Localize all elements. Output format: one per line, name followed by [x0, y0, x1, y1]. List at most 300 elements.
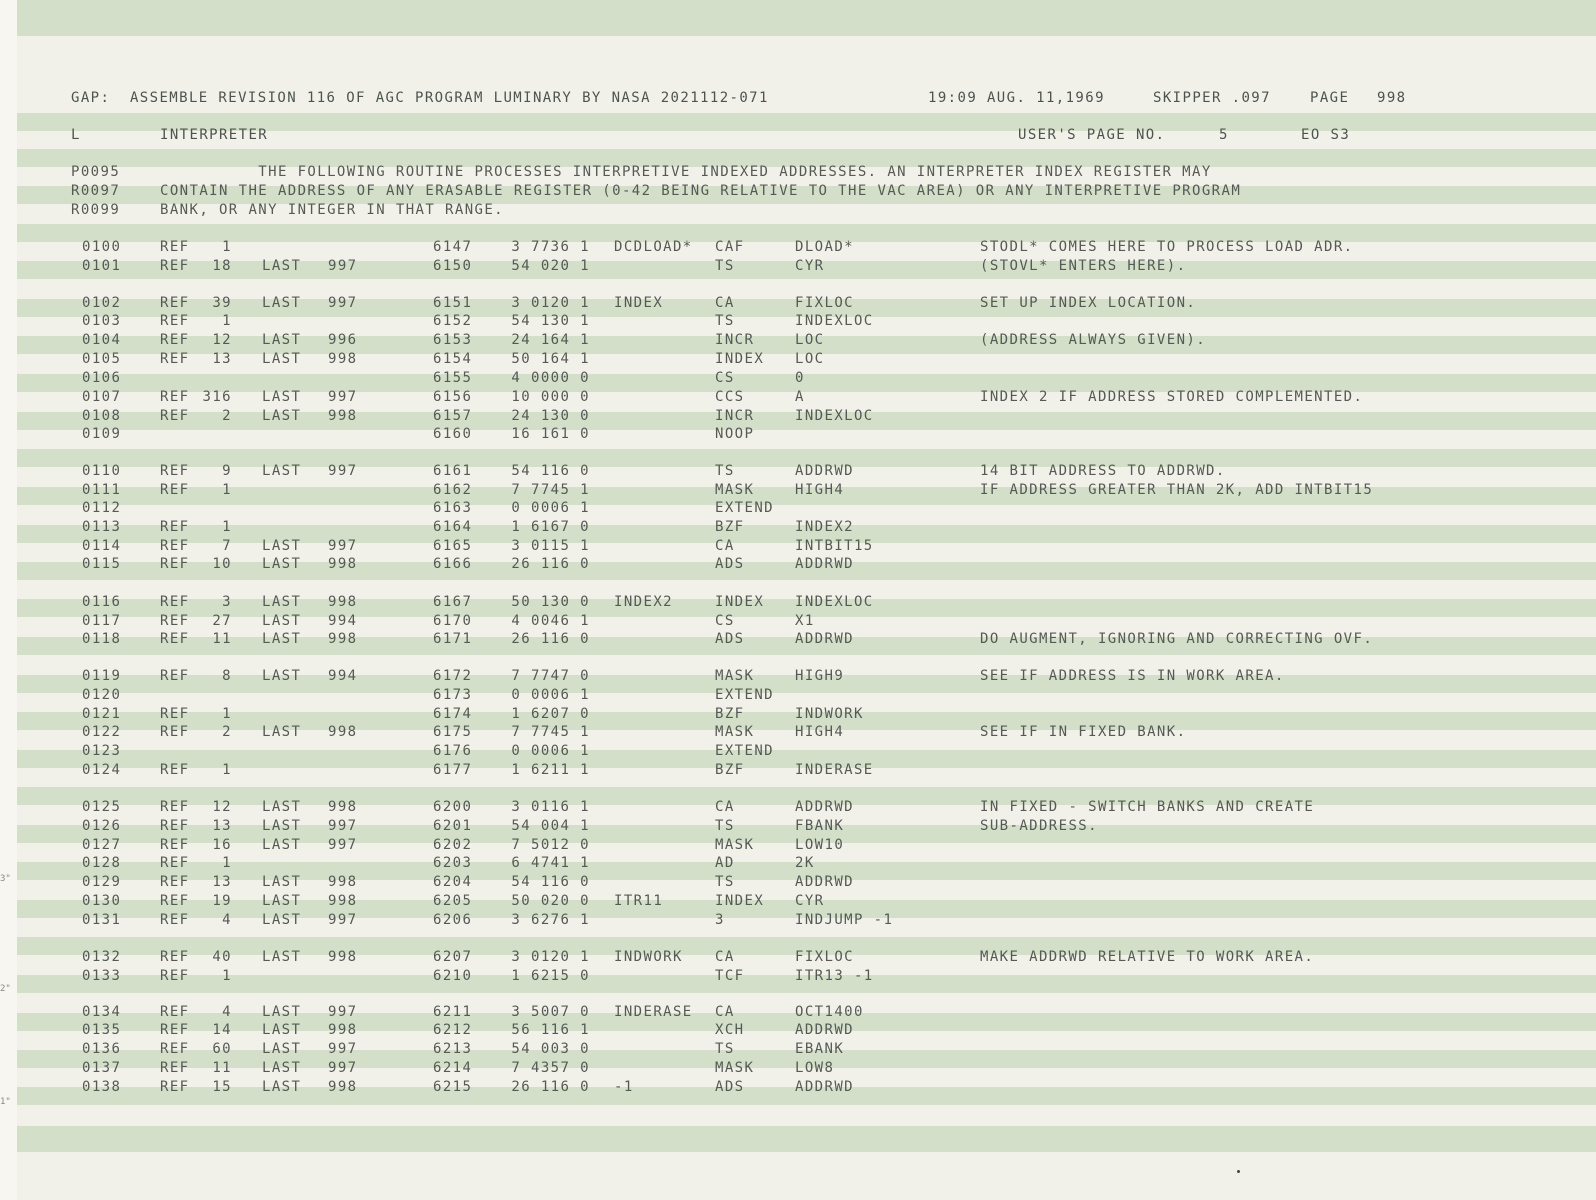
ref-count: 3 [222, 594, 232, 610]
ref-count: 13 [212, 351, 232, 367]
opcode: MASK [715, 837, 755, 853]
octal-word: 1 6215 0 [511, 968, 590, 984]
operand: HIGH9 [795, 668, 845, 684]
octal-word: 54 020 1 [511, 258, 590, 274]
operand: 0 [795, 370, 805, 386]
ref-count: 1 [222, 519, 232, 535]
line-number: 0129 [82, 874, 122, 890]
last-marker: LAST [262, 837, 302, 853]
ref-marker: REF [160, 482, 190, 498]
last-page: 997 [328, 1041, 358, 1057]
octal-word: 0 0006 1 [511, 743, 590, 759]
header-skipper: SKIPPER .097 [1153, 90, 1271, 106]
address: 6175 [433, 724, 473, 740]
line-number: 0128 [82, 855, 122, 871]
line-number: 0107 [82, 389, 122, 405]
ref-marker: REF [160, 538, 190, 554]
comment: (ADDRESS ALWAYS GIVEN). [980, 332, 1207, 348]
opcode: EXTEND [715, 743, 774, 759]
comment: INDEX 2 IF ADDRESS STORED COMPLEMENTED. [980, 389, 1364, 405]
line-number: 0125 [82, 799, 122, 815]
octal-word: 56 116 1 [511, 1022, 590, 1038]
address: 6207 [433, 949, 473, 965]
ref-marker: REF [160, 1079, 190, 1095]
address: 6172 [433, 668, 473, 684]
comment: DO AUGMENT, IGNORING AND CORRECTING OVF. [980, 631, 1374, 647]
address: 6166 [433, 556, 473, 572]
address: 6214 [433, 1060, 473, 1076]
address: 6147 [433, 239, 473, 255]
octal-word: 7 5012 0 [511, 837, 590, 853]
comment: SET UP INDEX LOCATION. [980, 295, 1197, 311]
line-number: 0138 [82, 1079, 122, 1095]
remark-number: P0095 [71, 164, 121, 180]
octal-word: 7 7747 0 [511, 668, 590, 684]
address: 6210 [433, 968, 473, 984]
ref-marker: REF [160, 258, 190, 274]
opcode: MASK [715, 1060, 755, 1076]
ref-count: 1 [222, 239, 232, 255]
line-number: 0115 [82, 556, 122, 572]
operand: INDEXLOC [795, 594, 874, 610]
last-page: 998 [328, 594, 358, 610]
last-marker: LAST [262, 668, 302, 684]
opcode: TS [715, 818, 735, 834]
line-number: 0120 [82, 687, 122, 703]
line-number: 0136 [82, 1041, 122, 1057]
line-number: 0112 [82, 500, 122, 516]
octal-word: 3 0116 1 [511, 799, 590, 815]
ref-count: 8 [222, 668, 232, 684]
octal-word: 1 6207 0 [511, 706, 590, 722]
last-page: 998 [328, 893, 358, 909]
opcode: CA [715, 538, 735, 554]
ref-marker: REF [160, 594, 190, 610]
line-number: 0100 [82, 239, 122, 255]
octal-word: 24 130 0 [511, 408, 590, 424]
address: 6203 [433, 855, 473, 871]
ref-marker: REF [160, 1041, 190, 1057]
operand: CYR [795, 258, 825, 274]
line-number: 0117 [82, 613, 122, 629]
ref-count: 19 [212, 893, 232, 909]
remark-number: R0097 [71, 183, 121, 199]
address: 6155 [433, 370, 473, 386]
header-assembly-title: GAP: ASSEMBLE REVISION 116 OF AGC PROGRAM LUMINARY BY NASA 2021112-071 [71, 90, 769, 106]
operand: LOC [795, 332, 825, 348]
ref-marker: REF [160, 855, 190, 871]
ref-marker: REF [160, 408, 190, 424]
last-page: 997 [328, 1060, 358, 1076]
address: 6154 [433, 351, 473, 367]
last-page: 997 [328, 837, 358, 853]
operand: HIGH4 [795, 482, 845, 498]
ref-count: 1 [222, 762, 232, 778]
operand: FBANK [795, 818, 845, 834]
ref-count: 4 [222, 912, 232, 928]
opcode: BZF [715, 519, 745, 535]
line-number: 0127 [82, 837, 122, 853]
address: 6176 [433, 743, 473, 759]
operand: INTBIT15 [795, 538, 874, 554]
octal-word: 24 164 1 [511, 332, 590, 348]
ref-marker: REF [160, 463, 190, 479]
octal-word: 26 116 0 [511, 631, 590, 647]
address: 6152 [433, 313, 473, 329]
ref-marker: REF [160, 724, 190, 740]
address: 6212 [433, 1022, 473, 1038]
octal-word: 54 003 0 [511, 1041, 590, 1057]
comment: 14 BIT ADDRESS TO ADDRWD. [980, 463, 1226, 479]
last-marker: LAST [262, 538, 302, 554]
octal-word: 1 6167 0 [511, 519, 590, 535]
line-number: 0130 [82, 893, 122, 909]
header-page-number: 998 [1377, 90, 1407, 106]
last-page: 998 [328, 1079, 358, 1095]
ref-marker: REF [160, 893, 190, 909]
operand: ADDRWD [795, 631, 854, 647]
last-marker: LAST [262, 1004, 302, 1020]
address: 6151 [433, 295, 473, 311]
greenbar-band [17, 1126, 1596, 1152]
comment: IN FIXED - SWITCH BANKS AND CREATE [980, 799, 1315, 815]
opcode: XCH [715, 1022, 745, 1038]
operand: ITR13 -1 [795, 968, 874, 984]
line-number: 0102 [82, 295, 122, 311]
last-page: 998 [328, 351, 358, 367]
remark-number: R0099 [71, 202, 121, 218]
octal-word: 7 7745 1 [511, 724, 590, 740]
opcode: CA [715, 295, 735, 311]
opcode: BZF [715, 706, 745, 722]
section-code: L [71, 127, 81, 143]
operand: ADDRWD [795, 1022, 854, 1038]
line-number: 0106 [82, 370, 122, 386]
last-page: 997 [328, 295, 358, 311]
last-marker: LAST [262, 408, 302, 424]
line-number: 0132 [82, 949, 122, 965]
ref-count: 27 [212, 613, 232, 629]
ref-count: 1 [222, 968, 232, 984]
remark-text: BANK, OR ANY INTEGER IN THAT RANGE. [160, 202, 505, 218]
address: 6164 [433, 519, 473, 535]
last-marker: LAST [262, 1041, 302, 1057]
ref-count: 10 [212, 556, 232, 572]
address: 6153 [433, 332, 473, 348]
opcode: INCR [715, 408, 755, 424]
operand: FIXLOC [795, 949, 854, 965]
ref-marker: REF [160, 295, 190, 311]
line-number: 0101 [82, 258, 122, 274]
line-number: 0137 [82, 1060, 122, 1076]
ref-count: 16 [212, 837, 232, 853]
operand: ADDRWD [795, 556, 854, 572]
last-marker: LAST [262, 874, 302, 890]
operand: CYR [795, 893, 825, 909]
comment: IF ADDRESS GREATER THAN 2K, ADD INTBIT15 [980, 482, 1374, 498]
operand: A [795, 389, 805, 405]
ref-count: 40 [212, 949, 232, 965]
label: INDEX2 [614, 594, 673, 610]
operand: ADDRWD [795, 874, 854, 890]
octal-word: 26 116 0 [511, 556, 590, 572]
ref-count: 1 [222, 855, 232, 871]
ref-count: 7 [222, 538, 232, 554]
last-marker: LAST [262, 818, 302, 834]
ref-marker: REF [160, 351, 190, 367]
octal-word: 54 004 1 [511, 818, 590, 834]
margin-mark-1: 1" [0, 1097, 11, 1107]
last-marker: LAST [262, 389, 302, 405]
line-number: 0116 [82, 594, 122, 610]
opcode: CA [715, 799, 735, 815]
opcode: INDEX [715, 594, 765, 610]
last-marker: LAST [262, 1060, 302, 1076]
octal-word: 54 130 1 [511, 313, 590, 329]
operand: OCT1400 [795, 1004, 864, 1020]
section-title: INTERPRETER [160, 127, 269, 143]
last-page: 994 [328, 668, 358, 684]
ref-count: 11 [212, 631, 232, 647]
label: DCDLOAD* [614, 239, 693, 255]
ref-marker: REF [160, 332, 190, 348]
opcode: CAF [715, 239, 745, 255]
opcode: ADS [715, 556, 745, 572]
opcode: MASK [715, 482, 755, 498]
octal-word: 16 161 0 [511, 426, 590, 442]
operand: INDWORK [795, 706, 864, 722]
last-page: 998 [328, 724, 358, 740]
ref-count: 316 [202, 389, 232, 405]
octal-word: 7 4357 0 [511, 1060, 590, 1076]
line-number: 0123 [82, 743, 122, 759]
ref-marker: REF [160, 949, 190, 965]
users-page-number: 5 [1219, 127, 1229, 143]
ref-marker: REF [160, 613, 190, 629]
ref-marker: REF [160, 912, 190, 928]
last-page: 994 [328, 613, 358, 629]
opcode: NOOP [715, 426, 755, 442]
label: ITR11 [614, 893, 664, 909]
address: 6204 [433, 874, 473, 890]
ref-count: 1 [222, 482, 232, 498]
last-page: 997 [328, 912, 358, 928]
octal-word: 3 0120 1 [511, 295, 590, 311]
operand: INDEXLOC [795, 313, 874, 329]
ref-count: 15 [212, 1079, 232, 1095]
address: 6202 [433, 837, 473, 853]
address: 6177 [433, 762, 473, 778]
opcode: ADS [715, 631, 745, 647]
ref-marker: REF [160, 313, 190, 329]
octal-word: 54 116 0 [511, 874, 590, 890]
operand: INDERASE [795, 762, 874, 778]
last-marker: LAST [262, 893, 302, 909]
line-number: 0118 [82, 631, 122, 647]
opcode: TS [715, 463, 735, 479]
line-number: 0114 [82, 538, 122, 554]
last-marker: LAST [262, 631, 302, 647]
comment: MAKE ADDRWD RELATIVE TO WORK AREA. [980, 949, 1315, 965]
line-number: 0110 [82, 463, 122, 479]
last-marker: LAST [262, 1079, 302, 1095]
octal-word: 3 0115 1 [511, 538, 590, 554]
octal-word: 54 116 0 [511, 463, 590, 479]
opcode: ADS [715, 1079, 745, 1095]
line-number: 0124 [82, 762, 122, 778]
line-number: 0135 [82, 1022, 122, 1038]
address: 6213 [433, 1041, 473, 1057]
paper-edge [0, 0, 17, 1200]
operand: DLOAD* [795, 239, 854, 255]
line-number: 0113 [82, 519, 122, 535]
eo-code: EO S3 [1301, 127, 1351, 143]
line-number: 0105 [82, 351, 122, 367]
ref-marker: REF [160, 389, 190, 405]
operand: LOC [795, 351, 825, 367]
octal-word: 0 0006 1 [511, 687, 590, 703]
last-page: 997 [328, 389, 358, 405]
operand: ADDRWD [795, 463, 854, 479]
remark-text: THE FOLLOWING ROUTINE PROCESSES INTERPRETIVE INDEXED ADDRESSES. AN INTERPRETER INDEX REGISTER MAY [160, 164, 1212, 180]
last-page: 998 [328, 949, 358, 965]
greenbar-band [17, 0, 1596, 36]
operand: INDJUMP -1 [795, 912, 894, 928]
line-number: 0109 [82, 426, 122, 442]
ref-marker: REF [160, 1004, 190, 1020]
ref-marker: REF [160, 239, 190, 255]
octal-word: 3 6276 1 [511, 912, 590, 928]
address: 6163 [433, 500, 473, 516]
margin-mark-3: 3" [0, 874, 11, 884]
octal-word: 26 116 0 [511, 1079, 590, 1095]
ref-count: 60 [212, 1041, 232, 1057]
ref-count: 12 [212, 799, 232, 815]
address: 6157 [433, 408, 473, 424]
operand: 2K [795, 855, 815, 871]
opcode: MASK [715, 724, 755, 740]
opcode: INDEX [715, 351, 765, 367]
last-marker: LAST [262, 351, 302, 367]
comment: STODL* COMES HERE TO PROCESS LOAD ADR. [980, 239, 1354, 255]
label: INDWORK [614, 949, 683, 965]
ref-marker: REF [160, 818, 190, 834]
last-page: 998 [328, 556, 358, 572]
address: 6170 [433, 613, 473, 629]
last-marker: LAST [262, 463, 302, 479]
operand: LOW10 [795, 837, 845, 853]
ref-count: 2 [222, 724, 232, 740]
address: 6206 [433, 912, 473, 928]
ref-marker: REF [160, 799, 190, 815]
last-page: 998 [328, 799, 358, 815]
last-marker: LAST [262, 258, 302, 274]
ref-count: 1 [222, 313, 232, 329]
address: 6156 [433, 389, 473, 405]
address: 6215 [433, 1079, 473, 1095]
opcode: MASK [715, 668, 755, 684]
last-marker: LAST [262, 556, 302, 572]
address: 6173 [433, 687, 473, 703]
label: INDERASE [614, 1004, 693, 1020]
comment: SEE IF ADDRESS IS IN WORK AREA. [980, 668, 1285, 684]
line-number: 0126 [82, 818, 122, 834]
ref-marker: REF [160, 1060, 190, 1076]
opcode: CA [715, 1004, 735, 1020]
octal-word: 0 0006 1 [511, 500, 590, 516]
octal-word: 3 7736 1 [511, 239, 590, 255]
ref-marker: REF [160, 668, 190, 684]
opcode: TS [715, 258, 735, 274]
operand: FIXLOC [795, 295, 854, 311]
address: 6201 [433, 818, 473, 834]
octal-word: 7 7745 1 [511, 482, 590, 498]
header-page-label: PAGE [1310, 90, 1350, 106]
header-timestamp: 19:09 AUG. 11,1969 [928, 90, 1105, 106]
address: 6165 [433, 538, 473, 554]
last-marker: LAST [262, 949, 302, 965]
ref-count: 18 [212, 258, 232, 274]
operand: INDEX2 [795, 519, 854, 535]
octal-word: 6 4741 1 [511, 855, 590, 871]
opcode: TCF [715, 968, 745, 984]
ref-count: 2 [222, 408, 232, 424]
octal-word: 3 0120 1 [511, 949, 590, 965]
last-page: 996 [328, 332, 358, 348]
octal-word: 50 020 0 [511, 893, 590, 909]
last-page: 998 [328, 1022, 358, 1038]
opcode: TS [715, 1041, 735, 1057]
line-number: 0121 [82, 706, 122, 722]
opcode: CA [715, 949, 735, 965]
operand: X1 [795, 613, 815, 629]
margin-mark-2: 2" [0, 984, 11, 994]
last-marker: LAST [262, 724, 302, 740]
opcode: AD [715, 855, 735, 871]
ref-count: 9 [222, 463, 232, 479]
line-number: 0134 [82, 1004, 122, 1020]
octal-word: 10 000 0 [511, 389, 590, 405]
operand: HIGH4 [795, 724, 845, 740]
opcode: TS [715, 313, 735, 329]
address: 6171 [433, 631, 473, 647]
ref-count: 14 [212, 1022, 232, 1038]
last-page: 998 [328, 874, 358, 890]
ref-count: 12 [212, 332, 232, 348]
last-page: 997 [328, 463, 358, 479]
opcode: EXTEND [715, 500, 774, 516]
ref-count: 1 [222, 706, 232, 722]
address: 6205 [433, 893, 473, 909]
last-marker: LAST [262, 594, 302, 610]
comment: SEE IF IN FIXED BANK. [980, 724, 1187, 740]
last-marker: LAST [262, 1022, 302, 1038]
line-number: 0119 [82, 668, 122, 684]
ref-marker: REF [160, 556, 190, 572]
address: 6200 [433, 799, 473, 815]
ref-marker: REF [160, 874, 190, 890]
ref-count: 11 [212, 1060, 232, 1076]
operand: ADDRWD [795, 1079, 854, 1095]
opcode: EXTEND [715, 687, 774, 703]
ref-marker: REF [160, 837, 190, 853]
last-page: 998 [328, 631, 358, 647]
operand: INDEXLOC [795, 408, 874, 424]
line-number: 0103 [82, 313, 122, 329]
last-marker: LAST [262, 912, 302, 928]
opcode: TS [715, 874, 735, 890]
line-number: 0108 [82, 408, 122, 424]
